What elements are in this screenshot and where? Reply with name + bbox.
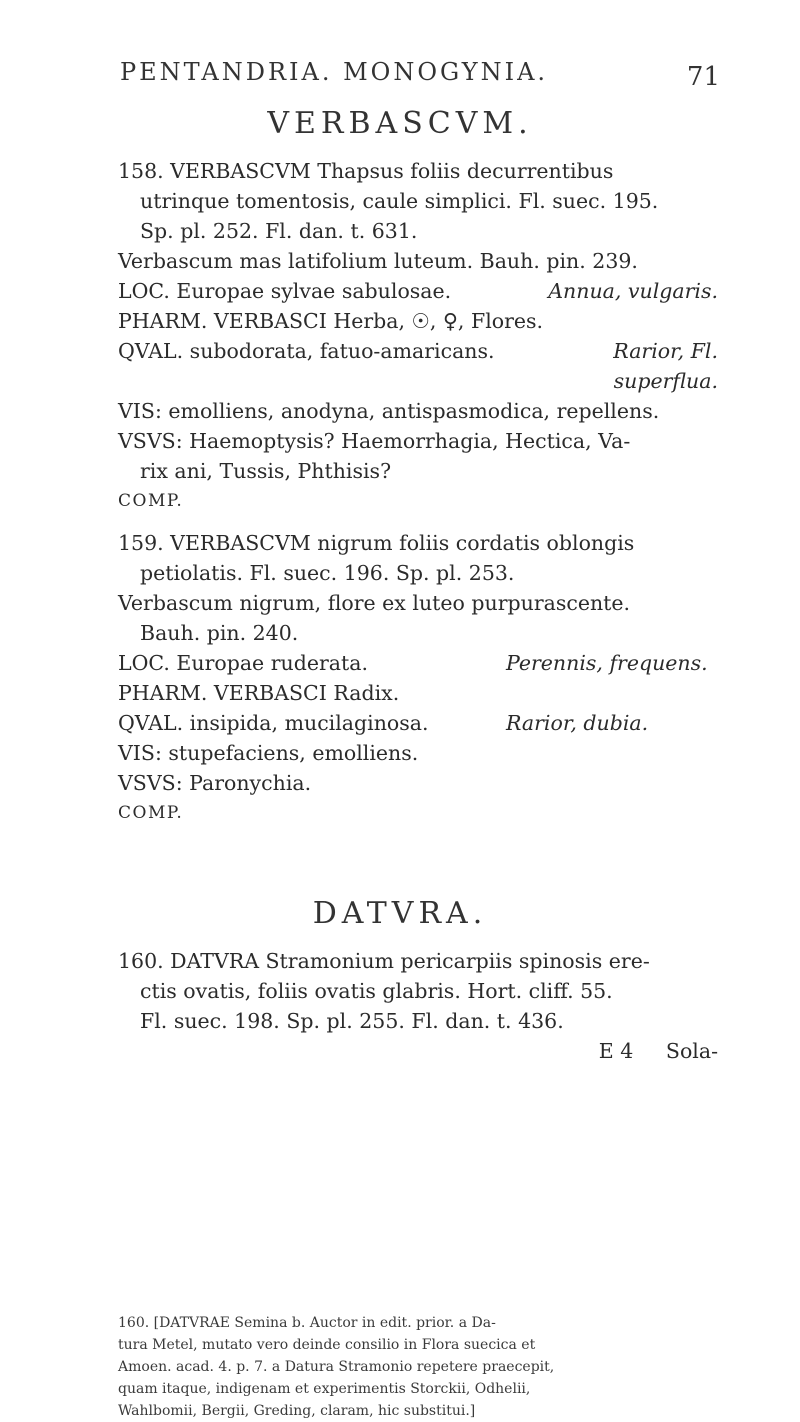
entry-159-line: Verbascum nigrum, flore ex luteo purpurascente. — [118, 591, 631, 615]
footnote-line: Wahlbomii, Bergii, Greding, claram, hic substitui.] — [118, 1403, 476, 1419]
entry-158-line: rix ani, Tussis, Phthisis? — [140, 459, 392, 483]
footnote-line: tura Metel, mutato vero deinde consilio in Flora suecica et — [118, 1337, 536, 1353]
entry-159-line: petiolatis. Fl. suec. 196. Sp. pl. 253. — [140, 561, 515, 585]
entry-159-comp: COMP. — [118, 803, 184, 823]
entry-158-qual — [118, 336, 718, 366]
entry-158-loc — [118, 276, 718, 306]
loc-text: LOC. Europae sylvae sabulosae. — [118, 279, 452, 303]
entry-158-pharm: PHARM. VERBASCI Herba, ☉, ♀, Flores. — [118, 309, 544, 333]
footnote-line: 160. [DATVRAE Semina b. Auctor in edit. prior. a Da- — [118, 1315, 496, 1331]
entry-158-line: Verbascum mas latifolium luteum. Bauh. pin. 239. — [118, 249, 638, 273]
loc-text: LOC. Europae ruderata. — [118, 651, 368, 675]
entry-160-line: ctis ovatis, foliis ovatis glabris. Hort. cliff. 55. — [140, 979, 613, 1003]
page-number: 71 — [686, 62, 720, 92]
entry-158-line: 158. VERBASCVM Thapsus foliis decurrentibus — [118, 159, 614, 183]
habit-text: Annua, vulgaris. — [548, 279, 718, 303]
rarity-cont: superflua. — [613, 369, 718, 393]
entry-160-line: Fl. suec. 198. Sp. pl. 255. Fl. dan. t. 436. — [140, 1009, 564, 1033]
running-head — [120, 58, 720, 92]
habit-text: Perennis, frequens. — [506, 651, 708, 675]
entry-159 — [118, 528, 718, 828]
entry-159-qual — [118, 708, 718, 738]
running-head-title: PENTANDRIA. MONOGYNIA. — [120, 58, 549, 86]
rarity-text: Rarior, Fl. — [613, 339, 718, 363]
entry-158 — [118, 156, 718, 516]
entry-159-loc — [118, 648, 718, 678]
entry-159-vsvs: VSVS: Paronychia. — [118, 771, 312, 795]
entry-159-line: Bauh. pin. 240. — [140, 621, 299, 645]
entry-158-comp: COMP. — [118, 491, 184, 511]
genus-heading-verbascum: VERBASCVM. — [267, 106, 533, 141]
footnote — [118, 1312, 718, 1422]
qual-text: QVAL. insipida, mucilaginosa. — [118, 711, 429, 735]
rarity-text: Rarior, dubia. — [506, 711, 649, 735]
entry-158-line: utrinque tomentosis, caule simplici. Fl. suec. 195. — [140, 189, 659, 213]
entry-159-vis: VIS: stupefaciens, emolliens. — [118, 741, 419, 765]
entry-160-line: 160. DATVRA Stramonium pericarpiis spinosis ere- — [118, 949, 650, 973]
footnote-line: quam itaque, indigenam et experimentis Storckii, Odhelii, — [118, 1381, 531, 1397]
entry-159-pharm: PHARM. VERBASCI Radix. — [118, 681, 400, 705]
entry-158-vsvs: VSVS: Haemoptysis? Haemorrhagia, Hectica, Va- — [118, 429, 631, 453]
entry-158-line — [118, 366, 718, 396]
signature-catchword: E 4 Sola- — [598, 1039, 718, 1063]
entry-158-vis: VIS: emolliens, anodyna, antispasmodica, repellens. — [118, 399, 660, 423]
genus-heading-datura: DATVRA. — [312, 896, 488, 931]
entry-160 — [118, 946, 718, 1066]
footnote-line: Amoen. acad. 4. p. 7. a Datura Stramonio repetere praecepit, — [118, 1359, 555, 1375]
qual-text: QVAL. subodorata, fatuo-amaricans. — [118, 339, 495, 363]
entry-159-line: 159. VERBASCVM nigrum foliis cordatis oblongis — [118, 531, 635, 555]
entry-158-line: Sp. pl. 252. Fl. dan. t. 631. — [140, 219, 418, 243]
